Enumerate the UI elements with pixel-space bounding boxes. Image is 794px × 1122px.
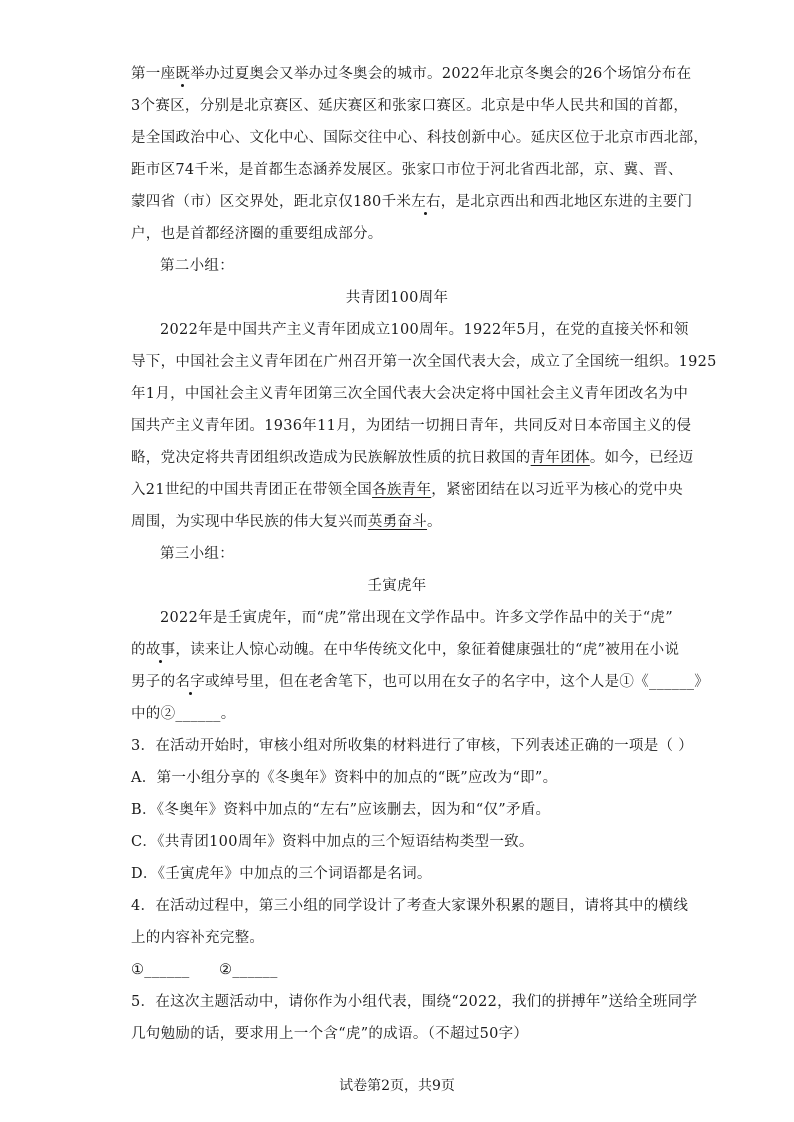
answer-blanks: ①______ ②______ [131,962,278,978]
text-line: 年1月，中国社会主义青年团第三次全国代表大会决定将中国社会主义青年团改名为中 [131,386,689,402]
text-line: 2022年是中国共产主义青年团成立100周年。1922年5月，在党的直接关怀和领 [160,322,689,338]
dotted-word: 名字 [175,674,206,690]
underlined-phrase: 各族青年 [372,482,432,498]
option-d: D．《壬寅虎年》中加点的三个词语都是名词。 [131,866,432,882]
text-line: 2022年是壬寅虎年，而“虎”常出现在文学作品中。许多文学作品中的关于“虎” [160,610,673,626]
text-line: 周围，为实现中华民族的伟大复兴而英勇奋斗。 [131,514,442,530]
underlined-phrase: 青年团体 [530,450,590,466]
text-line: 国共产主义青年团。1936年11月，为团结一切拥日青年，共同反对日本帝国主义的侵 [131,418,692,434]
question-5-stem-cont: 几句勉励的话，要求用上一个含“虎”的成语。（不超过50字） [131,1026,529,1042]
dotted-word: 左右 [411,194,441,210]
text-line: 中的②______。 [131,706,236,722]
question-4-stem: 4．在活动过程中，第三小组的同学设计了考查大家课外积累的题目，请将其中的横线 [131,898,689,914]
section-title: 壬寅虎年 [367,578,427,594]
question-5-stem: 5．在这次主题活动中，请你作为小组代表，围绕“2022，我们的拼搏年”送给全班同学 [131,994,698,1010]
text-line: 户，也是首都经济圈的重要组成部分。 [131,226,383,242]
text-line: 入21世纪的中国共青团正在带领全国各族青年，紧密团结在以习近平为核心的党中央 [131,482,683,498]
question-4-stem-cont: 上的内容补充完整。 [131,930,265,946]
text-line: 男子的名字或绰号里，但在老舍笔下，也可以用在女子的名字中，这个人是①《______》 [131,674,710,690]
dotted-char: 既 [175,66,191,82]
section-title: 共青团100周年 [345,290,449,306]
underlined-phrase: 英勇奋斗 [367,514,428,530]
dotted-word: 故事 [145,642,176,658]
page-footer: 试卷第2页，共9页 [339,1078,455,1094]
text-line: 3个赛区，分别是北京赛区、延庆赛区和张家口赛区。北京是中华人民共和国的首都， [131,98,689,114]
text-line: 距市区74千米，是首都生态涵养发展区。张家口市位于河北省西北部，京、冀、晋、 [131,162,683,178]
text-line: 蒙四省（市）区交界处，距北京仅180千米左右，是北京西出和西北地区东进的主要门 [131,194,693,210]
option-c: C．《共青团100周年》资料中加点的三个短语结构类型一致。 [131,834,534,850]
text-line: 是全国政治中心、文化中心、国际交往中心、科技创新中心。延庆区位于北京市西北部， [131,130,709,146]
group-label: 第二小组： [160,258,234,274]
option-b: B．《冬奥年》资料中加点的“左右”应该删去，因为和“仅”矛盾。 [131,802,551,818]
text-line: 略，党决定将共青团组织改造成为民族解放性质的抗日救国的青年团体。如今，已经迈 [131,450,694,466]
question-3-stem: 3．在活动开始时，审核小组对所收集的材料进行了审核，下列表述正确的一项是（ ） [131,738,694,754]
text-line: 导下，中国社会主义青年团在广州召开第一次全国代表大会，成立了全国统一组织。1925 [131,354,717,370]
group-label: 第三小组： [160,546,234,562]
text-line: 的故事，读来让人惊心动魄。在中华传统文化中，象征着健康强壮的“虎”被用在小说 [131,642,680,658]
option-a: A．第一小组分享的《冬奥年》资料中的加点的“既”应改为“即”。 [131,770,558,786]
text-line: 第一座既举办过夏奥会又举办过冬奥会的城市。2022年北京冬奥会的26个场馆分布在 [131,66,692,82]
